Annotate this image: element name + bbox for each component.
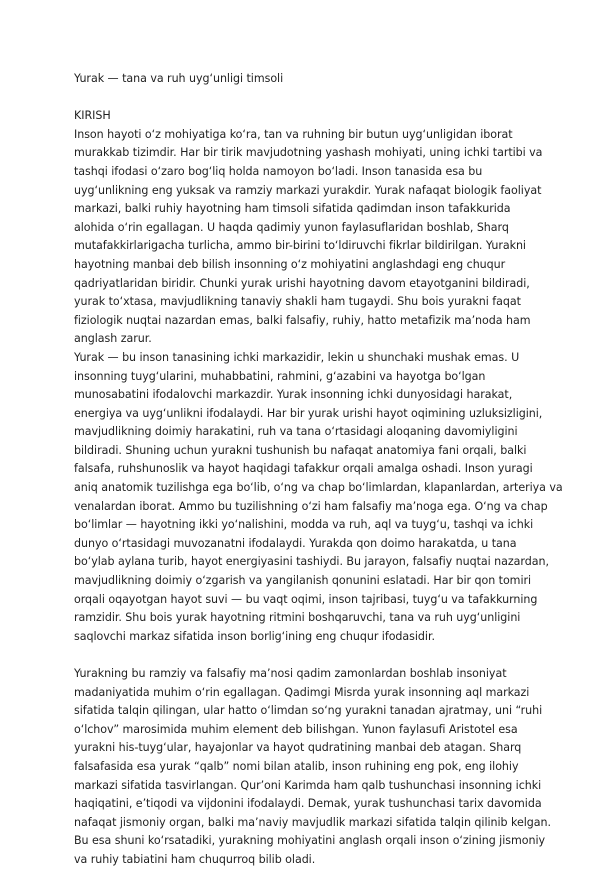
paragraph-line: ramzidir. Shu bois yurak hayotning ritmini boshqaruvchi, tana va ruh uyg‘unligini <box>74 611 521 625</box>
document-body <box>74 70 563 870</box>
paragraph-line: mavjudlikning doimiy o‘zgarish va yangilanish qonunini eslatadi. Har bir qon tomiri <box>74 574 532 588</box>
paragraph-line: bo‘limlar — hayotning ikki yo‘nalishini, modda va ruh, aql va tuyg‘u, tashqi va ichki <box>74 518 534 532</box>
paragraph-line: nafaqat jismoniy organ, balki ma’naviy mavjudlik markazi sifatida talqin qilinib kelgan. <box>74 815 551 829</box>
paragraph-line: sifatida talqin qilingan, ular hatto o‘limdan so‘ng yurakni tanadan ajratmay, uni “ruhi <box>74 704 543 718</box>
paragraph-line: mutafakkirlarigacha turlicha, ammo bir-birini to‘ldiruvchi fikrlar bildirilgan. Yurakni <box>74 239 526 253</box>
paragraph <box>74 126 543 349</box>
document-title: Yurak — tana va ruh uyg‘unligi timsoli <box>74 72 284 85</box>
paragraph-line: qadriyatlaridan biridir. Chunki yurak urishi hayotning davom etayotganini bildiradi, <box>74 276 530 290</box>
paragraph-line: Yurakning bu ramziy va falsafiy ma’nosi qadim zamonlardan boshlab insoniyat <box>74 667 507 680</box>
spacer <box>74 89 526 108</box>
paragraph-line: yurakni his-tuyg‘ular, hayajonlar va hayot qudratining manbai deb atagan. Sharq <box>74 741 522 755</box>
paragraph-line: orqali oqayotgan hayot suvi — bu vaqt oqimi, inson tajribasi, tuyg‘u va tafakkurning <box>74 592 538 606</box>
paragraph-line: Bu esa shuni ko‘rsatadiki, yurakning mohiyatini anglash orqali inson o‘zining jismoniy <box>74 834 545 848</box>
paragraph-line: saqlovchi markaz sifatida inson borlig‘ining eng chuqur ifodasidir. <box>74 629 435 643</box>
paragraph-line: anglash zarur. <box>74 332 152 346</box>
paragraph <box>74 349 563 647</box>
paragraph-line: madaniyatida muhim o‘rin egallagan. Qadimgi Misrda yurak insonning aql markazi <box>74 685 530 699</box>
paragraph-line: falsafasida esa yurak “qalb” nomi bilan atalib, inson ruhining eng pok, eng ilohiy <box>74 759 519 773</box>
paragraph-line: mavjudlikning doimiy harakatini, ruh va tana o‘rtasidagi aloqaning davomiyligini <box>74 425 518 439</box>
paragraph-line: fiziologik nuqtai nazardan emas, balki falsafiy, ruhiy, hatto metafizik ma’noda ham <box>74 313 531 327</box>
paragraph-line: haqiqatini, e’tiqodi va vijdonini ifodalaydi. Demak, yurak tushunchasi tarix davomida <box>74 797 542 811</box>
paragraph-line: falsafa, ruhshunoslik va hayot haqidagi tafakkur orqali amalga oshadi. Inson yuragi <box>74 462 533 476</box>
paragraph-line: markazi sifatida tasvirlangan. Qur’oni Karimda ham qalb tushunchasi insonning ichki <box>74 778 542 792</box>
paragraph-line: tashqi ifodasi o‘zaro bog‘liq holda namoyon bo‘ladi. Inson tanasida esa bu <box>74 164 483 178</box>
paragraph-line: hayotning manbai deb bilish insonning o‘z mohiyatini anglashdagi eng chuqur <box>74 257 506 271</box>
paragraph-line: alohida o‘rin egallagan. U haqda qadimiy yunon faylasuflaridan boshlab, Sharq <box>74 220 509 234</box>
paragraph-line: Yurak — bu inson tanasining ichki markazidir, lekin u shunchaki mushak emas. U <box>74 350 520 364</box>
paragraph-gap <box>74 646 526 665</box>
paragraph-line: yurak to‘xtasa, mavjudlikning tanaviy shakli ham tugaydi. Shu bois yurakni faqat <box>74 295 521 309</box>
paragraph-line: bo‘ylab aylana turib, hayot energiyasini tashiydi. Bu jarayon, falsafiy nuqtai nazardan, <box>74 555 549 569</box>
paragraph-line: energiya va uyg‘unlikni ifodalaydi. Har bir yurak urishi hayot oqimining uzluksizligini, <box>74 406 543 420</box>
section-heading: KIRISH <box>74 109 111 123</box>
paragraph-line: va ruhiy tabiatini ham chuqurroq bilib oladi. <box>74 852 316 866</box>
paragraph-line: munosabatini ifodalovchi markazdir. Yurak insonning ichki dunyosidagi harakat, <box>74 388 513 402</box>
paragraph-line: uyg‘unlikning eng yuksak va ramziy markazi yurakdir. Yurak nafaqat biologik faoliyat <box>74 183 542 197</box>
paragraph <box>74 665 551 870</box>
paragraph-line: o‘lchov” marosimida muhim element deb bilishgan. Yunon faylasufi Aristotel esa <box>74 722 518 736</box>
paragraph-line: aniq anatomik tuzilishga ega bo‘lib, o‘ng va chap bo‘limlardan, klapanlardan, arteriya va <box>74 481 563 495</box>
paragraph-line: murakkab tizimdir. Har bir tirik mavjudotning yashash mohiyati, uning ichki tartibi va <box>74 146 543 160</box>
paragraph-line: dunyo o‘rtasidagi muvozanatni ifodalaydi. Yurakda qon doimo harakatda, u tana <box>74 536 517 550</box>
paragraph-line: markazi, balki ruhiy hayotning ham timsoli sifatida qadimdan inson tafakkurida <box>74 202 511 216</box>
paragraph-line: insonning tuyg‘ularini, muhabbatini, rahmini, g‘azabini va hayotga bo‘lgan <box>74 369 486 383</box>
paragraph-line: bildiradi. Shuning uchun yurakni tushunish bu nafaqat anatomiya fani orqali, balki <box>74 443 527 457</box>
paragraph-line: venalardan iborat. Ammo bu tuzilishning o‘zi ham falsafiy ma’noga ega. O‘ng va chap <box>74 499 548 513</box>
paragraph-list <box>74 126 563 870</box>
paragraph-line: Inson hayoti o‘z mohiyatiga ko‘ra, tan va ruhning bir butun uyg‘unligidan iborat <box>74 127 513 141</box>
